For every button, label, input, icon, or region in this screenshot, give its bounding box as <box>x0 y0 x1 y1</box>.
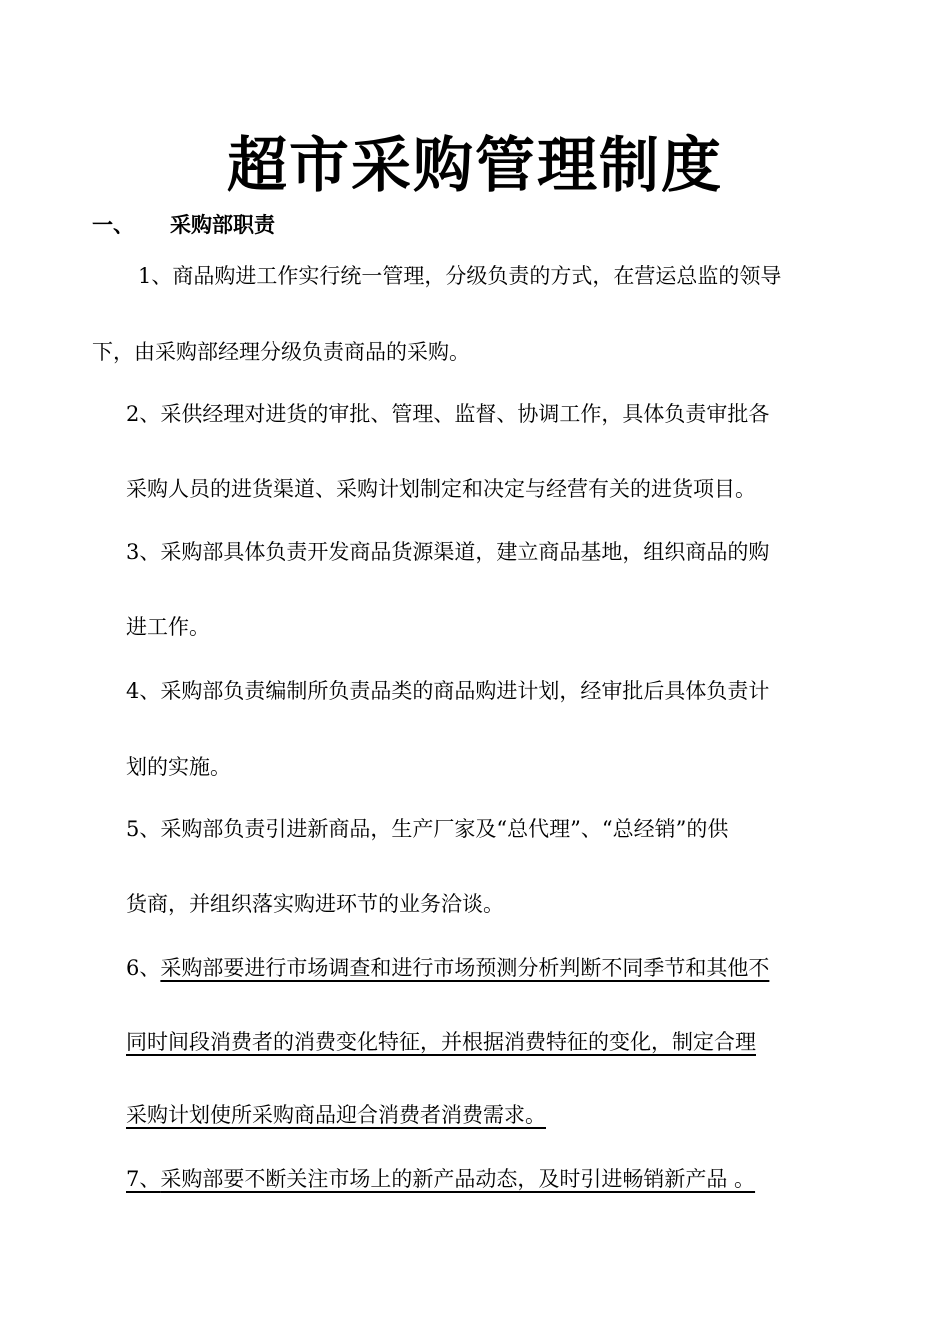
item-number: 4、 <box>126 679 161 703</box>
item-text: 采购部负责引进新商品，生产厂家及“总代理”、“总经销”的供 <box>160 817 729 841</box>
item-number: 6、 <box>126 956 161 980</box>
item-text: 采购部要进行市场调查和进行市场预测分析判断不同季节和其他不 <box>160 956 770 980</box>
item-1-line-1 <box>138 261 781 291</box>
item-7-line-1 <box>126 1164 755 1194</box>
item-number: 1、 <box>138 264 173 288</box>
item-2-line-2: 采购人员的进货渠道、采购计划制定和决定与经营有关的进货项目。 <box>126 477 756 501</box>
item-1-line-2: 下，由采购部经理分级负责商品的采购。 <box>92 340 470 364</box>
item-5-line-1 <box>126 814 728 844</box>
section-number: 一、 <box>92 213 134 237</box>
item-text: 商品购进工作实行统一管理，分级负责的方式，在营运总监的领导 <box>172 264 782 288</box>
item-2-line-1 <box>126 399 769 429</box>
item-number: 5、 <box>126 817 161 841</box>
document-title: 超市采购管理制度 <box>227 131 723 201</box>
item-number: 2、 <box>126 402 161 426</box>
item-4-line-2: 划的实施。 <box>126 755 231 779</box>
item-number: 7、 <box>126 1167 161 1191</box>
item-3-line-1 <box>126 537 769 567</box>
item-4-line-1 <box>126 676 769 706</box>
item-5-line-2: 货商，并组织落实购进环节的业务洽谈。 <box>126 892 504 916</box>
item-6-line-2: 同时间段消费者的消费变化特征，并根据消费特征的变化，制定合理 <box>126 1030 756 1054</box>
item-6-line-1 <box>126 953 769 983</box>
item-number: 3、 <box>126 540 161 564</box>
item-text: 采供经理对进货的审批、管理、监督、协调工作，具体负责审批各 <box>160 402 770 426</box>
section-heading <box>92 210 275 240</box>
section-title: 采购部职责 <box>170 213 275 237</box>
item-6-line-3: 采购计划使所采购商品迎合消费者消费需求。 <box>126 1103 546 1127</box>
item-text: 采购部要不断关注市场上的新产品动态，及时引进畅销新产品 。 <box>160 1167 756 1191</box>
item-3-line-2: 进工作。 <box>126 615 210 639</box>
item-text: 采购部负责编制所负责品类的商品购进计划，经审批后具体负责计 <box>160 679 770 703</box>
item-text: 采购部具体负责开发商品货源渠道，建立商品基地，组织商品的购 <box>160 540 770 564</box>
